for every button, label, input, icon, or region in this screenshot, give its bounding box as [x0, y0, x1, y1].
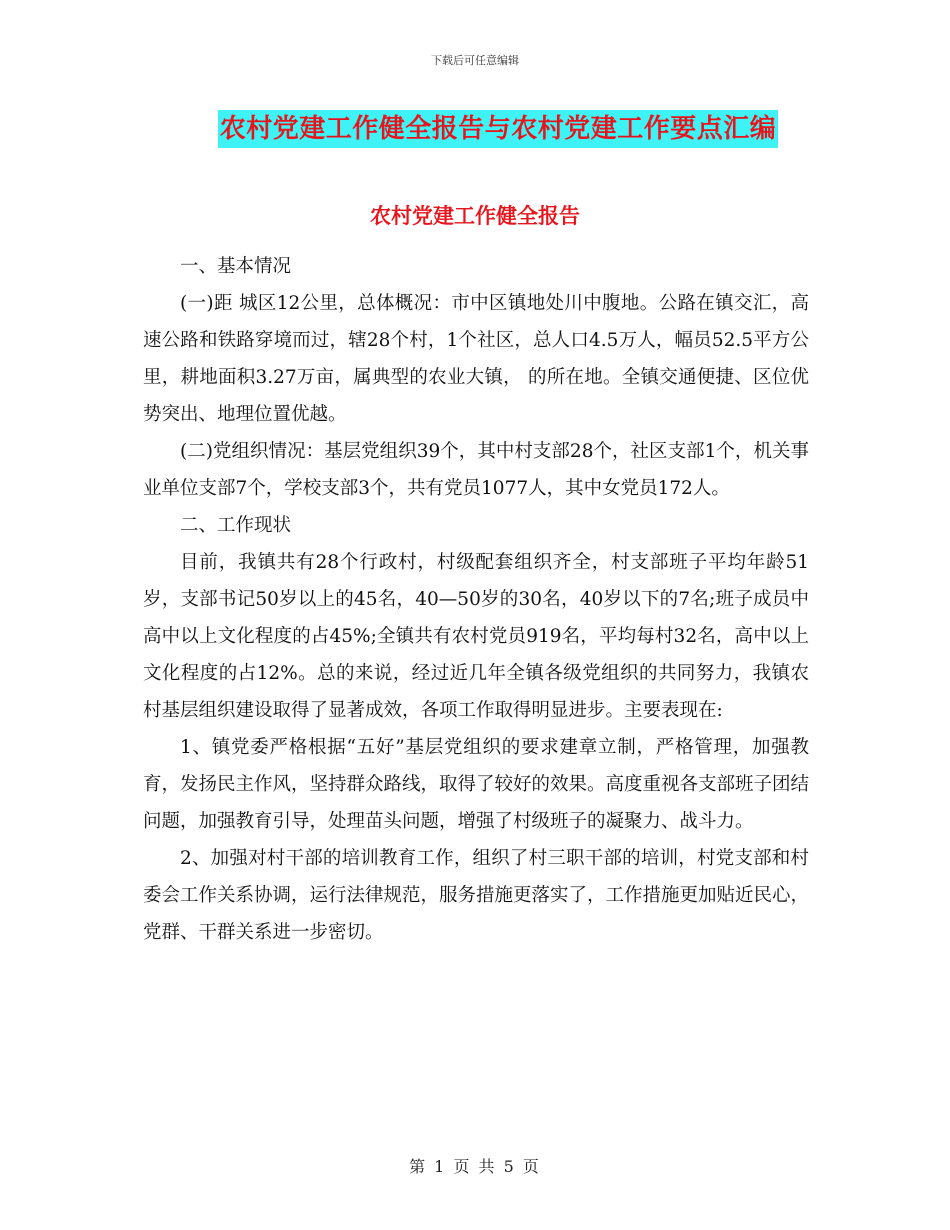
document-body [143, 248, 809, 951]
main-title-container [0, 110, 950, 148]
paragraph-overview: (一)距 城区12公里，总体概况：市中区镇地处川中腹地。公路在镇交汇，高速公路和铁路穿境而过，辖28个村，1个社区，总人口4.5万人，幅员52.5平方公里，耕地面积3.27万亩，属典型的农业大镇， 的所在地。全镇交通便捷、区位优势突出、地理位置优越。 [143, 293, 809, 425]
heading-basic-situation: 一、基本情况 [180, 256, 292, 277]
main-title: 农村党建工作健全报告与农村党建工作要点汇编 [218, 110, 779, 148]
paragraph-current-status: 目前，我镇共有28个行政村，村级配套组织齐全，村支部班子平均年龄51岁，支部书记50岁以上的45名，40—50岁的30名，40岁以下的7名;班子成员中高中以上文化程度的占45%;全镇共有农村党员919名，平均每村32名，高中以上文化程度的占12%。总的来说，经过近几年全镇各级党组织的共同努力，我镇农村基层组织建设取得了显著成效，各项工作取得明显进步。主要表现在: [143, 552, 809, 721]
section-title: 农村党建工作健全报告 [370, 203, 580, 228]
page-number: 第 1 页 共 5 页 [409, 1157, 541, 1176]
paragraph-item-1: 1、镇党委严格根据“五好”基层党组织的要求建章立制，严格管理，加强教育，发扬民主作风，坚持群众路线，取得了较好的效果。高度重视各支部班子团结问题，加强教育引导，处理苗头问题，增强了村级班子的凝聚力、战斗力。 [143, 737, 810, 832]
header-note: 下载后可任意编辑 [431, 54, 519, 67]
paragraph-party-organization: (二)党组织情况：基层党组织39个，其中村支部28个，社区支部1个，机关事业单位支部7个，学校支部3个，共有党员1077人，其中女党员172人。 [143, 441, 809, 499]
paragraph-item-2: 2、加强对村干部的培训教育工作，组织了村三职干部的培训，村党支部和村委会工作关系协调，运行法律规范，服务措施更落实了，工作措施更加贴近民心，党群、干群关系进一步密切。 [143, 848, 810, 943]
heading-work-status: 二、工作现状 [180, 515, 292, 536]
